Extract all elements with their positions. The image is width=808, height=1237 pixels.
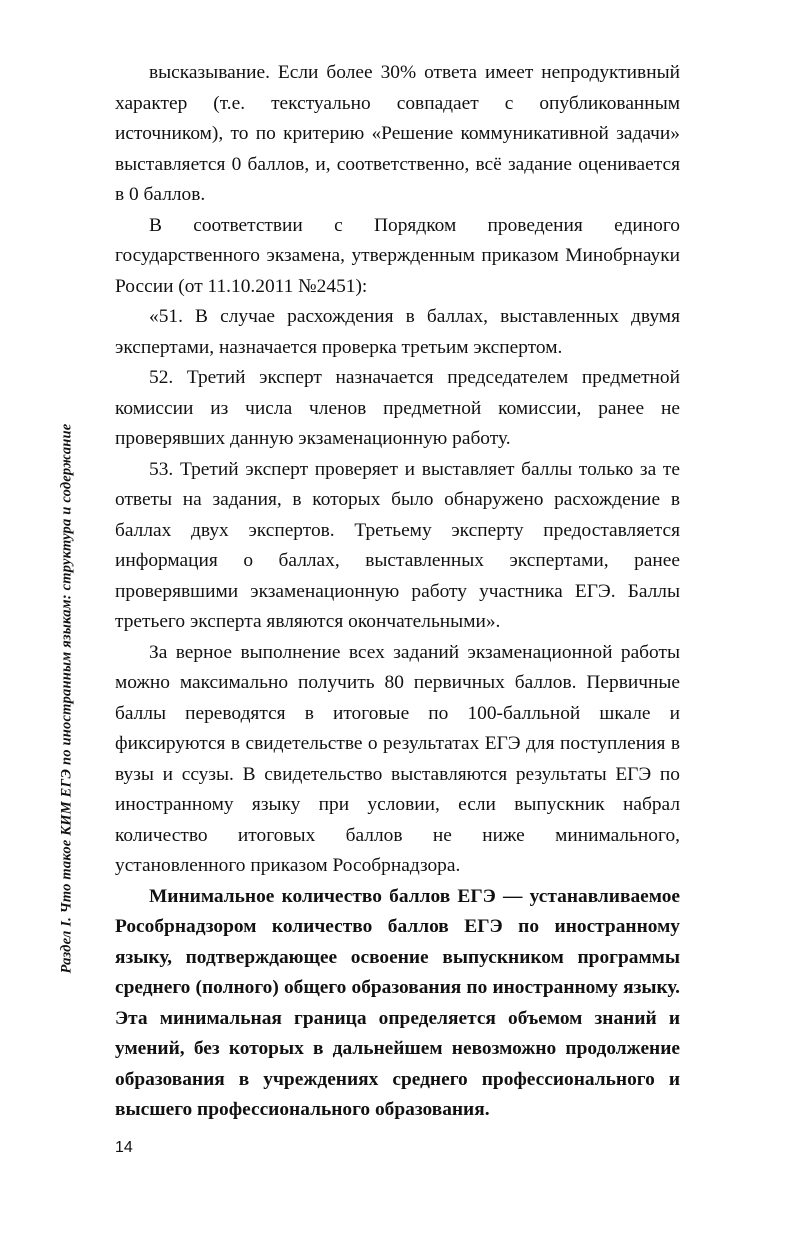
paragraph-5: 53. Третий эксперт проверяет и выставляет баллы только за те ответы на задания, в которых было обнаружено расхождение в баллах двух экспертов. Третьему эксперту предоставляется информация о баллах, выставленных экспертами, ранее проверявшими экзаменационную работу участника ЕГЭ. Баллы третьего эксперта являются окончательными». [115,458,680,632]
paragraph-1: высказывание. Если более 30% ответа имеет непродуктивный характер (т.е. текстуально совпадает с опубликованным источником), то по критерию «Решение коммуникативной задачи» выставляется 0 баллов, и, соответственно, всё задание оценивается в 0 баллов. [115,62,680,205]
paragraph-4: 52. Третий эксперт назначается председателем предметной комиссии из числа членов предметной комиссии, ранее не проверявших данную экзаменационную работу. [115,367,680,449]
paragraph-7 [115,882,680,1126]
page-number: 14 [115,1139,133,1156]
term-definition-lead: Минимальное количество баллов ЕГЭ [149,885,496,907]
vertical-running-title: Раздел I. Что такое КИМ ЕГЭ по иностранным языкам: структура и содержание [58,423,75,974]
paragraph-3: «51. В случае расхождения в баллах, выставленных двумя экспертами, назначается проверка третьим экспертом. [115,306,680,358]
page-body [115,58,680,1126]
term-definition-rest: — устанавливаемое Рособрнадзором количество баллов ЕГЭ по иностранному языку, подтверждающее освоение выпускником программы среднего (полного) общего образования по иностранному языку. Эта минимальная граница определяется объемом знаний и умений, без которых в дальнейшем невозможно продолжение образования в учреждениях среднего профессионального и высшего профессионального образования. [115,885,680,1120]
paragraph-2: В соответствии с Порядком проведения единого государственного экзамена, утвержденным приказом Минобрнауки России (от 11.10.2011 №2451): [115,214,680,297]
paragraph-6: За верное выполнение всех заданий экзаменационной работы можно максимально получить 80 первичных баллов. Первичные баллы переводятся в итоговые по 100-балльной шкале и фиксируются в свидетельстве о результатах ЕГЭ для поступления в вузы и ссузы. В свидетельство выставляются результаты ЕГЭ по иностранному языку при условии, если выпускник набрал количество итоговых баллов не ниже минимального, установленного приказом Рособрнадзора. [115,641,680,876]
